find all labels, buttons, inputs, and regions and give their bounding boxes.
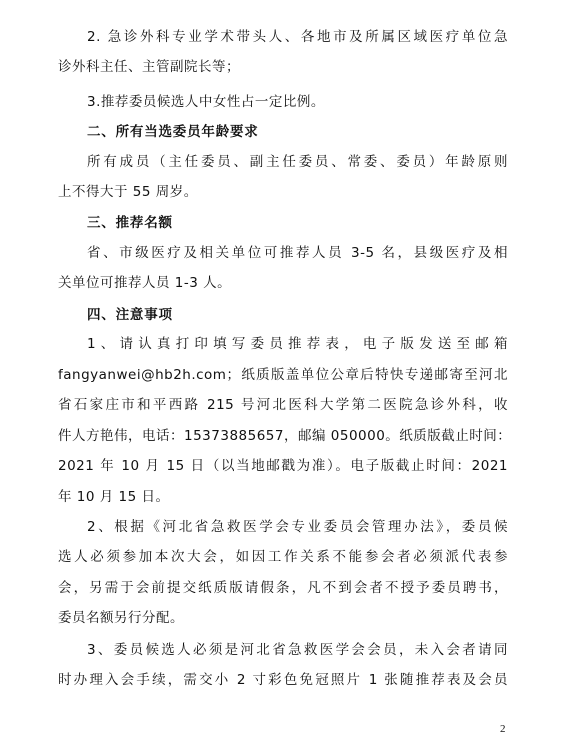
paragraph-line: 委员名额另行分配。 xyxy=(58,610,184,626)
section-heading: 二、所有当选委员年龄要求 xyxy=(87,124,259,140)
paragraph-line: 3、委员候选人必须是河北省急救医学会会员，未入会者请同 xyxy=(87,642,508,658)
paragraph-line: 省石家庄市和平西路 215 号河北医科大学第二医院急诊外科，收 xyxy=(58,397,508,413)
paragraph-line: 诊外科主任、主管副院长等； xyxy=(58,59,240,75)
paragraph-line: fangyanwei@hb2h.com；纸质版盖单位公章后特快专递邮寄至河北 xyxy=(58,367,508,383)
paragraph-line: 2、根据《河北省急救医学会专业委员会管理办法》，委员候 xyxy=(87,519,508,535)
paragraph-line: 2. 急诊外科专业学术带头人、各地市及所属区域医疗单位急 xyxy=(87,29,508,45)
paragraph-line: 省、市级医疗及相关单位可推荐人员 3-5 名，县级医疗及相 xyxy=(87,245,508,261)
paragraph-line: 2021 年 10 月 15 日（以当地邮戳为准）。电子版截止时间：2021 xyxy=(58,458,508,474)
paragraph-line: 3.推荐委员候选人中女性占一定比例。 xyxy=(87,94,325,110)
page-number: 2 xyxy=(500,723,506,735)
paragraph-line: 件人方艳伟，电话：15373885657，邮编 050000。纸质版截止时间： xyxy=(58,428,512,444)
paragraph-line: 时办理入会手续，需交小 2 寸彩色免冠照片 1 张随推荐表及会员 xyxy=(58,672,508,688)
paragraph-line: 年 10 月 15 日。 xyxy=(58,489,170,505)
paragraph-line: 上不得大于 55 周岁。 xyxy=(58,184,198,200)
section-heading: 三、推荐名额 xyxy=(87,215,173,231)
paragraph-line: 选人必须参加本次大会，如因工作关系不能参会者必须派代表参 xyxy=(58,549,508,565)
paragraph-line: 会，另需于会前提交纸质版请假条，凡不到会者不授予委员聘书， xyxy=(58,580,508,596)
paragraph-line: 1、请认真打印填写委员推荐表，电子版发送至邮箱 xyxy=(87,336,508,352)
paragraph-line: 关单位可推荐人员 1-3 人。 xyxy=(58,275,232,291)
section-heading: 四、注意事项 xyxy=(87,307,173,323)
paragraph-line: 所有成员（主任委员、副主任委员、常委、委员）年龄原则 xyxy=(87,154,508,170)
